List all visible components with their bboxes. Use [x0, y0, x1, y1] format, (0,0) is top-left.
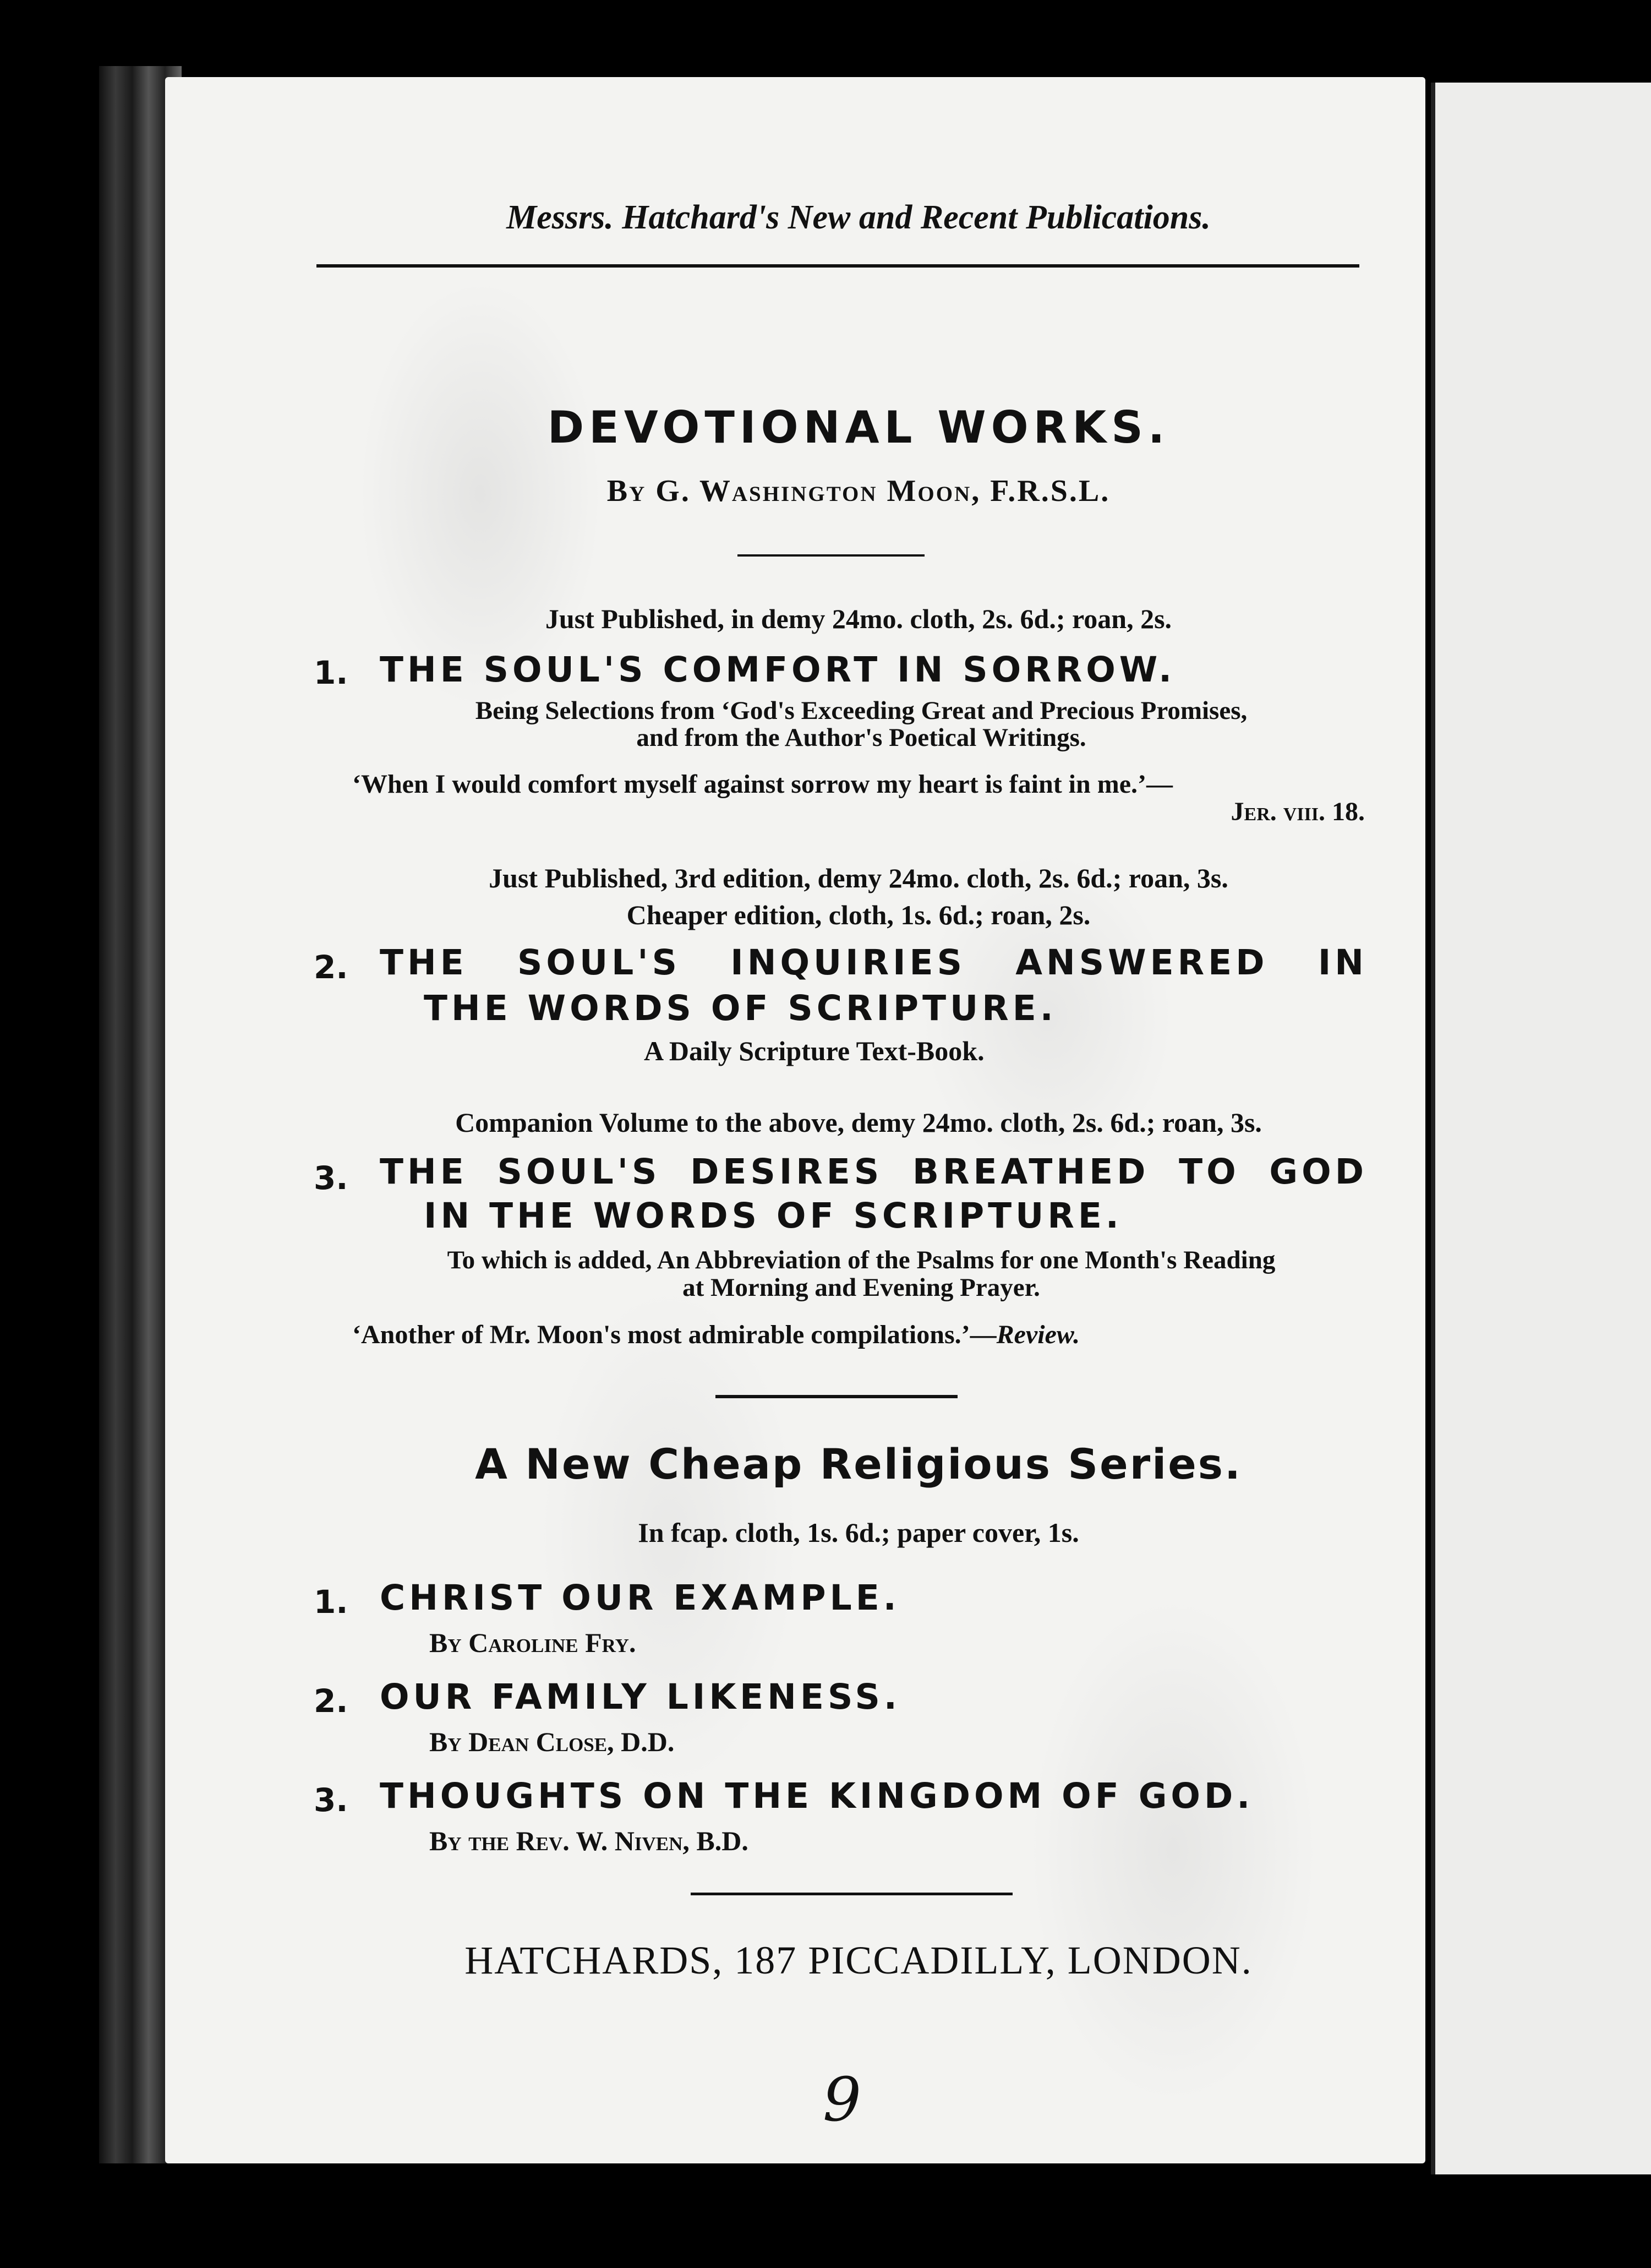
series-item3-title: THOUGHTS ON THE KINGDOM OF GOD.: [380, 1776, 1254, 1816]
section-heading-series: A New Cheap Religious Series.: [475, 1440, 1242, 1489]
item1-quote: ‘When I would comfort myself against sorrow my heart is faint in me.’—: [352, 770, 1173, 799]
divider-mid: [715, 1395, 958, 1398]
item3-desc-line2: at Morning and Evening Prayer.: [682, 1273, 1040, 1302]
series-item3-byline: By the Rev. W. Niven, B.D.: [429, 1825, 748, 1856]
item3-edition: Companion Volume to the above, demy 24mo. cloth, 2s. 6d.; roan, 3s.: [455, 1107, 1262, 1138]
facing-page: [1431, 83, 1651, 2174]
series-item2-byline: By Dean Close, D.D.: [429, 1726, 675, 1757]
series-item2-title: OUR FAMILY LIKENESS.: [380, 1677, 901, 1717]
divider-footer: [691, 1893, 1013, 1895]
item3-review-source: Review.: [996, 1320, 1080, 1349]
series-item1-byline: By Caroline Fry.: [429, 1627, 636, 1658]
series-item3-number: 3.: [314, 1781, 348, 1819]
series-item2-number: 2.: [314, 1682, 348, 1720]
series-item1-number: 1.: [314, 1583, 348, 1621]
item1-quote-source: Jer. viii. 18.: [1231, 797, 1365, 826]
item1-title: THE SOUL'S COMFORT IN SORROW.: [380, 650, 1176, 690]
item3-title-line2: IN THE WORDS OF SCRIPTURE.: [424, 1196, 1123, 1236]
item1-desc-line2: and from the Author's Poetical Writings.: [636, 723, 1086, 752]
header-rule: [316, 264, 1359, 268]
item2-number: 2.: [314, 948, 348, 986]
item1-number: 1.: [314, 654, 348, 691]
series-item1-title: CHRIST OUR EXAMPLE.: [380, 1578, 900, 1618]
item1-desc-line1: Being Selections from ‘God's Exceeding Great and Precious Promises,: [475, 696, 1248, 725]
item2-title-line1: THE SOUL'S INQUIRIES ANSWERED IN: [380, 942, 1368, 983]
section-heading-devotional: DEVOTIONAL WORKS.: [547, 402, 1170, 453]
item2-title-line2: THE WORDS OF SCRIPTURE.: [424, 988, 1057, 1028]
item3-desc-line1: To which is added, An Abbreviation of the Psalms for one Month's Reading: [447, 1246, 1276, 1274]
item3-review-quote: [352, 1320, 1080, 1350]
item3-number: 3.: [314, 1159, 348, 1197]
item3-review-text: ‘Another of Mr. Moon's most admirable compilations.’—: [352, 1320, 997, 1349]
page-mark: 9: [823, 2064, 861, 2135]
item2-edition-cheaper: Cheaper edition, cloth, 1s. 6d.; roan, 2s.: [626, 899, 1091, 930]
item1-edition: Just Published, in demy 24mo. cloth, 2s. 6d.; roan, 2s.: [545, 603, 1172, 634]
series-price: In fcap. cloth, 1s. 6d.; paper cover, 1s.: [638, 1517, 1079, 1548]
item3-title-line1: THE SOUL'S DESIRES BREATHED TO GOD: [380, 1152, 1368, 1192]
divider-short-1: [737, 554, 925, 557]
publisher-footer: HATCHARDS, 187 PICCADILLY, LONDON.: [464, 1938, 1253, 1982]
running-head: Messrs. Hatchard's New and Recent Publications.: [506, 199, 1211, 236]
item2-edition: Just Published, 3rd edition, demy 24mo. cloth, 2s. 6d.; roan, 3s.: [489, 863, 1228, 893]
devotional-byline: By G. Washington Moon, F.R.S.L.: [606, 474, 1111, 508]
item2-desc: A Daily Scripture Text-Book.: [644, 1035, 985, 1066]
